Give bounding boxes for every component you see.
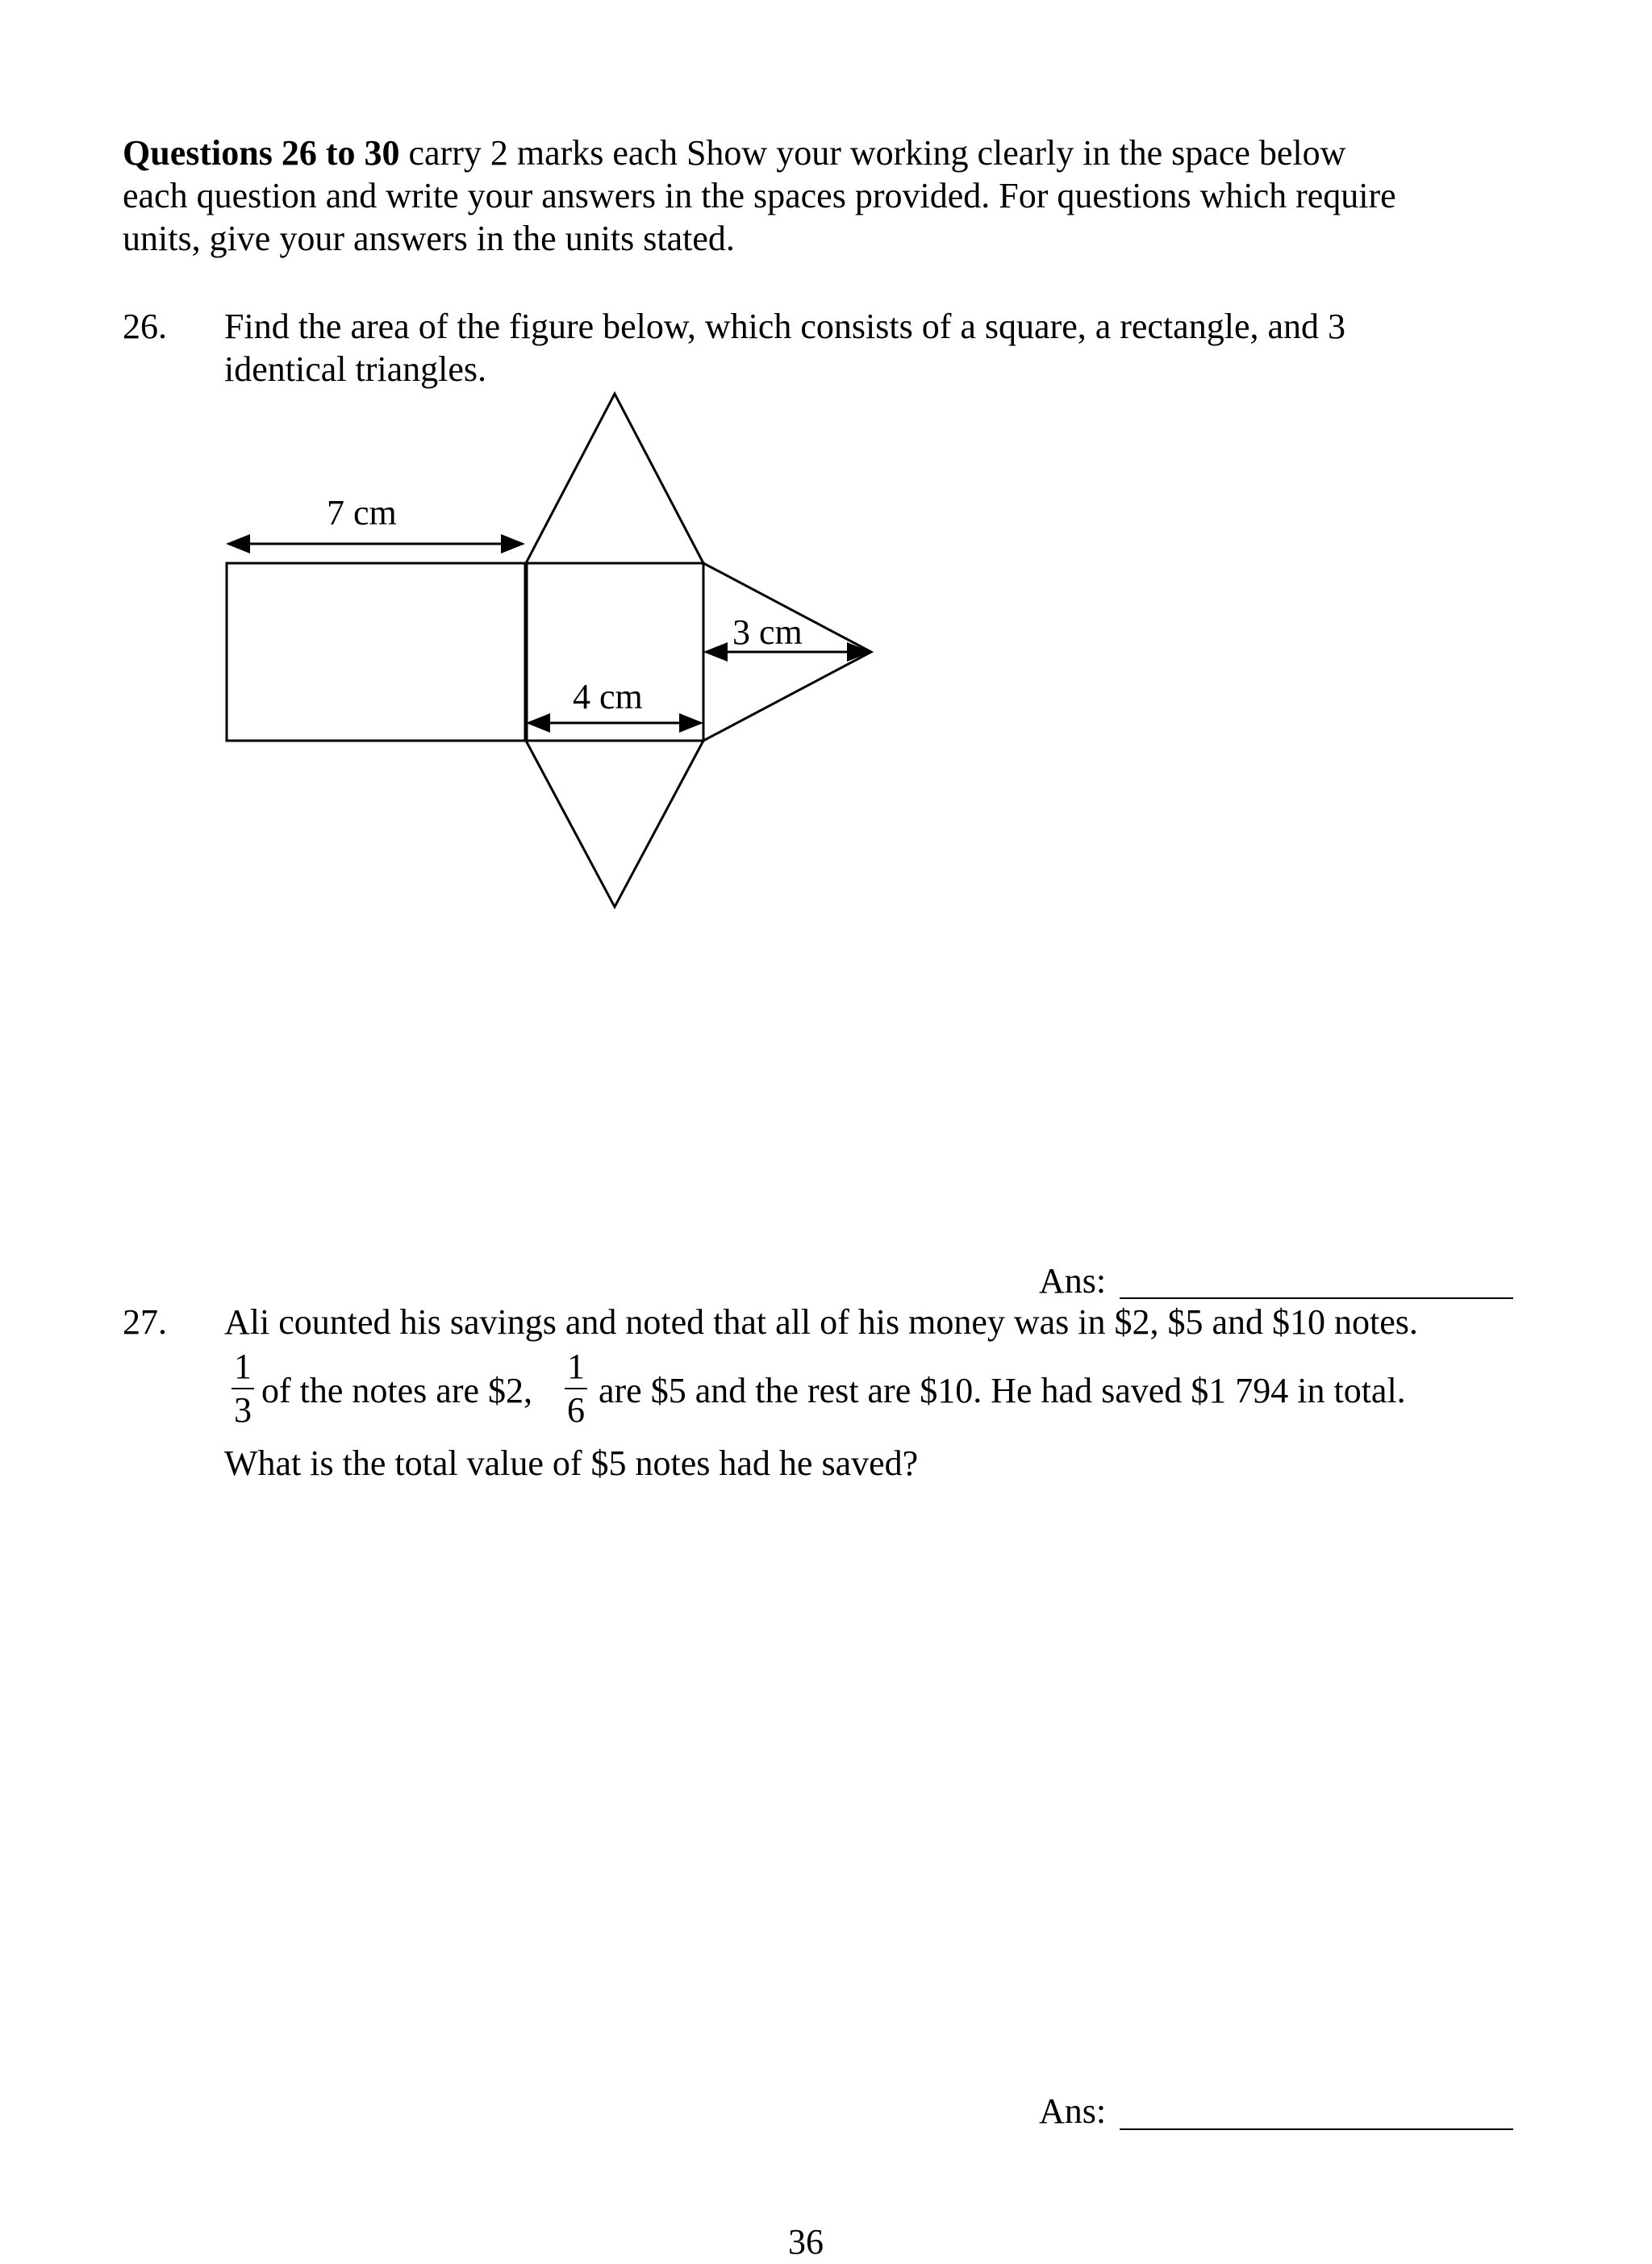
fraction-numerator: 1 (234, 1347, 252, 1386)
q26-figure (0, 0, 1652, 968)
q26-number: 26. (123, 307, 167, 346)
q27-text-line-1: Ali counted his savings and noted that all of his money was in $2, $5 and $10 notes. (224, 1302, 1418, 1342)
q26-answer-line[interactable] (1120, 1297, 1513, 1299)
fraction-numerator: 1 (567, 1347, 585, 1386)
q26-text-line-1: Find the area of the figure below, which consists of a square, a rectangle, and 3 (224, 307, 1345, 346)
q26-text-line-2: identical triangles. (224, 349, 486, 389)
instructions-line-3: units, give your answers in the units stated. (123, 219, 735, 258)
label-3cm: 3 cm (732, 612, 803, 652)
instructions-line-1-rest: carry 2 marks each Show your working clearly in the space below (399, 133, 1346, 173)
q27-number: 27. (123, 1302, 167, 1342)
figure-triangle-bottom (526, 741, 703, 907)
q27-answer-line[interactable] (1120, 2128, 1513, 2130)
q27-text-after-frac1: of the notes are $2, (261, 1371, 532, 1410)
q27-fraction-one-sixth (560, 1349, 592, 1428)
q26-answer-label: Ans: (1039, 1261, 1107, 1301)
fraction-bar (232, 1388, 254, 1389)
fraction-denominator: 3 (234, 1390, 252, 1430)
label-4cm: 4 cm (573, 677, 643, 716)
instructions-line-2: each question and write your answers in the spaces provided. For questions which require (123, 176, 1396, 215)
page-number: 36 (788, 2222, 824, 2262)
q27-answer-label: Ans: (1039, 2091, 1107, 2131)
q27-text-after-frac2: are $5 and the rest are $10. He had saved $1 794 in total. (599, 1371, 1406, 1410)
q27-text-line-3: What is the total value of $5 notes had he saved? (224, 1443, 919, 1483)
q27-fraction-one-third (227, 1349, 259, 1428)
figure-triangle-top (526, 394, 703, 563)
fraction-denominator: 6 (567, 1390, 585, 1430)
label-7cm: 7 cm (327, 493, 397, 533)
figure-rectangle (227, 563, 526, 741)
instructions-bold: Questions 26 to 30 (123, 133, 400, 173)
fraction-bar (565, 1388, 587, 1389)
